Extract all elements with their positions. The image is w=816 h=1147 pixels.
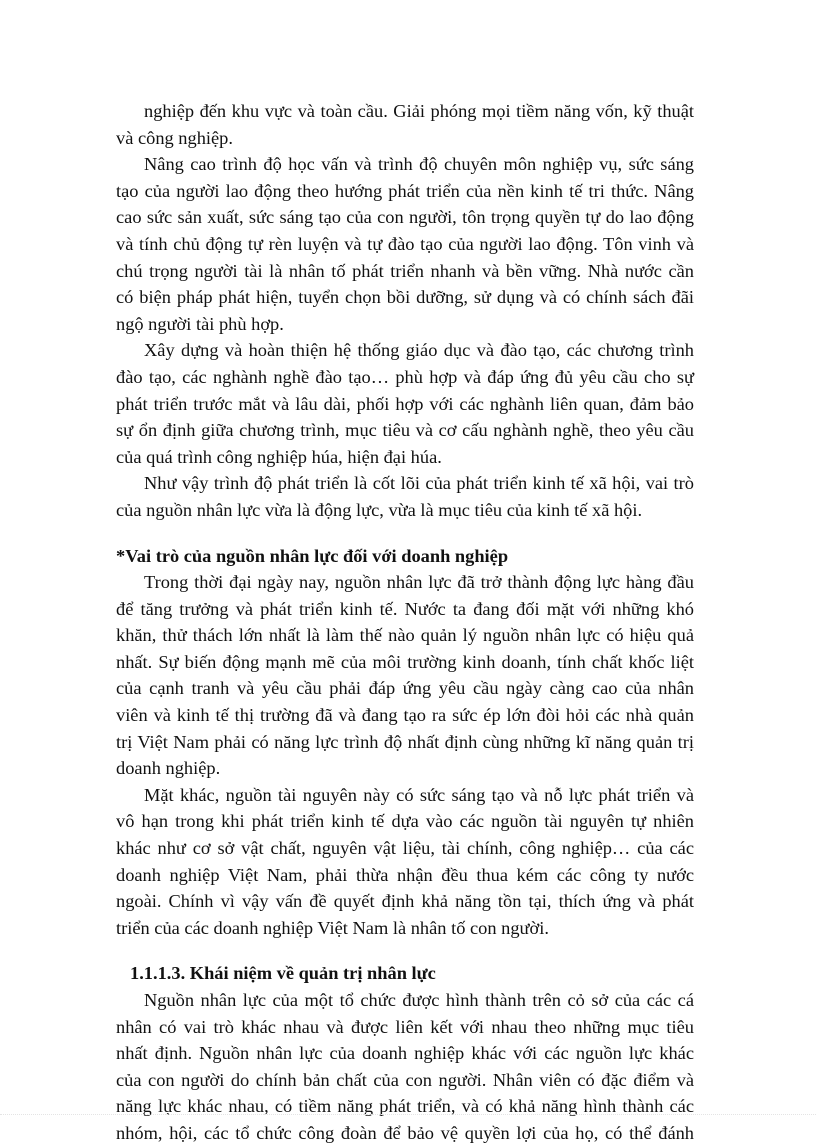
text-line: năng lực khác nhau, có tiềm năng phát triển, và có khả năng hình thành các (116, 1096, 694, 1117)
page-bottom-rule (0, 1114, 816, 1115)
paragraph (116, 470, 694, 523)
text-line: nhân có vai trò khác nhau và được liên kết với nhau theo những mục tiêu (116, 1016, 694, 1037)
text-line: Nâng cao trình độ học vấn và trình độ chuyên môn nghiệp vụ, sức sáng (144, 154, 694, 175)
spacer (116, 524, 694, 543)
paragraph-continuation (116, 98, 694, 151)
text-line: và tính chủ động tự rèn luyện và tự đào tạo của người lao động. Tôn vinh và (116, 233, 694, 254)
text-line: doanh nghiệp Việt Nam, phải thừa nhận đều thua kém các công ty nước (116, 864, 694, 885)
text-line: đào tạo, các nghành nghề đào tạo… phù hợp và đáp ứng đủ yêu cầu cho sự (116, 366, 694, 387)
text-line: khăn, thử thách lớn nhất là làm thế nào quản lý nguồn nhân lực có hiệu quả (116, 625, 694, 646)
text-line: Xây dựng và hoàn thiện hệ thống giáo dục và đào tạo, các chương trình (144, 340, 694, 361)
text-line: để tăng trưởng và phát triển kinh tế. Nước ta đang đối mặt với những khó (116, 598, 694, 619)
text-line: trị Việt Nam phải có năng lực trình độ nhất định cùng những kĩ năng quản trị (116, 731, 694, 752)
text-line: vô hạn trong khi phát triển kinh tế dựa vào các nguồn tài nguyên tự nhiên (116, 811, 694, 832)
text-line: Mặt khác, nguồn tài nguyên này có sức sáng tạo và nỗ lực phát triển và (144, 784, 694, 805)
text-line: ngoài. Chính vì vậy vấn đề quyết định khả năng tồn tại, thích ứng và phát (116, 891, 694, 912)
text-line: nghiệp đến khu vực và toàn cầu. Giải phóng mọi tiềm năng vốn, kỹ thuật (144, 101, 694, 121)
text-line: phát triển trước mắt và lâu dài, phối hợp với các nghành liên quan, đảm bảo (116, 393, 694, 414)
text-line: khác như cơ sở vật chất, nguyên vật liệu, tài chính, công nghiệp… của các (116, 838, 694, 859)
text-line: nhóm, hội, các tổ chức công đoàn để bảo vệ quyền lợi của họ, có thể đánh (116, 1122, 694, 1143)
text-line: Trong thời đại ngày nay, nguồn nhân lực đã trở thành động lực hàng đầu (144, 572, 694, 593)
text-line: của con người do chính bản chất của con người. Nhân viên có đặc điểm và (116, 1069, 694, 1090)
paragraph (116, 782, 694, 942)
text-line: viên và kinh tế thị trường đã và đang tạo ra sức ép lớn đòi hỏi các nhà quản (116, 705, 694, 726)
text-line: tạo của người lao động theo hướng phát triển của nền kinh tế tri thức. Nâng (116, 180, 694, 201)
paragraph (116, 569, 694, 782)
text-line: của cạnh tranh và yêu cầu phải đáp ứng yêu cầu ngày càng cao của nhân (116, 678, 694, 699)
paragraph (116, 151, 694, 337)
text-line: Như vậy trình độ phát triển là cốt lõi của phát triển kinh tế xã hội, vai trò (144, 473, 694, 494)
text-line: nhất. Sự biến động mạnh mẽ của môi trường kinh doanh, tính chất khốc liệt (116, 651, 694, 672)
text-line: triển của các doanh nghiệp Việt Nam là nhân tố con người. (116, 917, 549, 938)
text-line: của nguồn nhân lực vừa là động lực, vừa là mục tiêu của kinh tế xã hội. (116, 499, 643, 520)
text-line: cao sức sản xuất, sức sáng tạo của con người, tôn trọng quyền tự do lao động (116, 207, 694, 228)
text-line: doanh nghiệp. (116, 758, 221, 779)
paragraph (116, 337, 694, 470)
text-line: có biện pháp phát hiện, tuyển chọn bồi dưỡng, sử dụng và có chính sách đãi (116, 287, 694, 308)
section-heading: *Vai trò của nguồn nhân lực đối với doanh nghiệp (116, 545, 509, 566)
text-line: chú trọng người tài là nhân tố phát triển nhanh và bền vững. Nhà nước cần (116, 260, 694, 281)
document-page (116, 98, 694, 1147)
text-line: và công nghiệp. (116, 127, 233, 148)
text-line: nhất định. Nguồn nhân lực của doanh nghiệp khác với các nguồn lực khác (116, 1043, 694, 1064)
subsection-heading: 1.1.1.3. Khái niệm về quản trị nhân lực (130, 963, 436, 984)
text-line: Nguồn nhân lực của một tổ chức được hình thành trên cỏ sở của các cá (144, 990, 694, 1010)
text-line: sự ổn định giữa chương trình, mục tiêu và cơ cấu nghành nghề, theo yêu cầu (116, 420, 694, 441)
spacer (116, 941, 694, 960)
text-line: ngộ người tài phù hợp. (116, 313, 284, 334)
text-line: của quá trình công nghiệp húa, hiện đại húa. (116, 446, 442, 467)
